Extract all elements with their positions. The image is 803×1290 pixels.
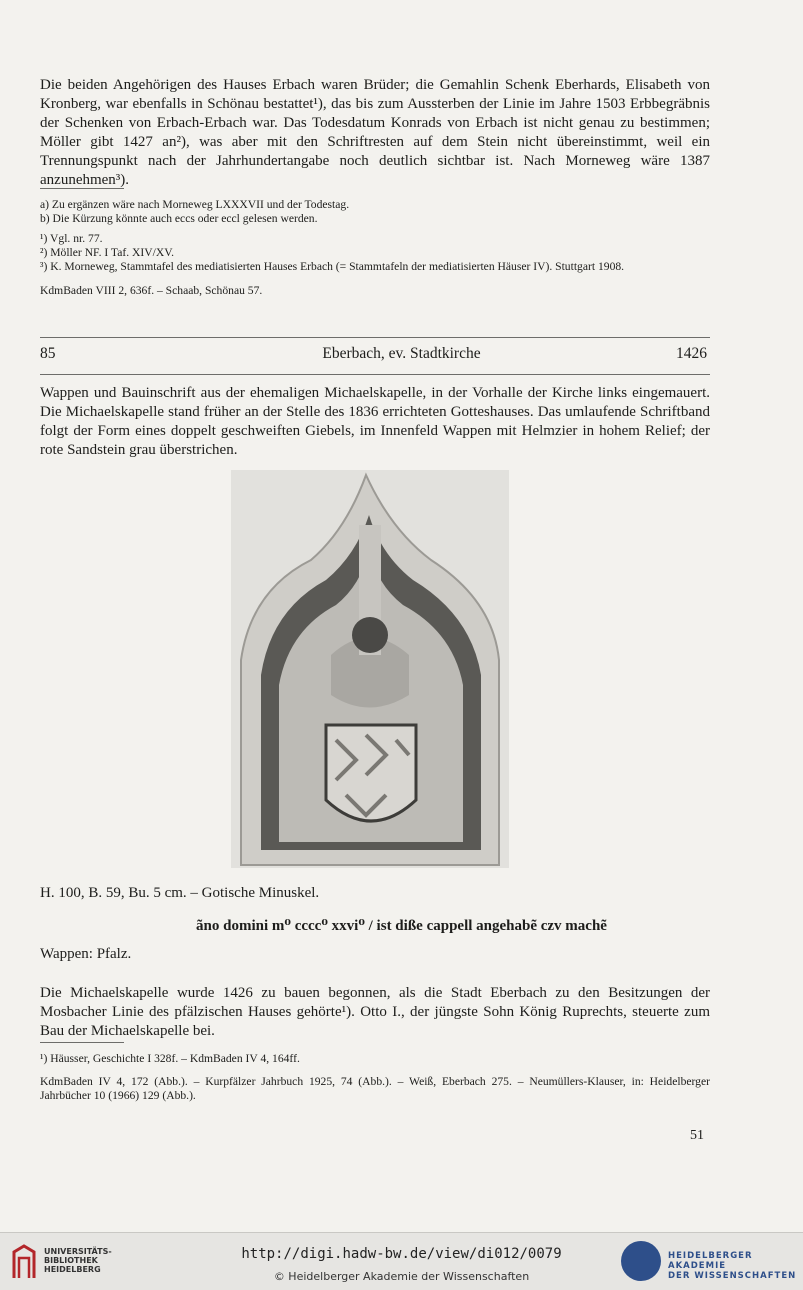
academy-line-2: DER WISSENSCHAFTEN [668, 1271, 797, 1281]
viewer-footer [0, 1232, 803, 1290]
entry-footnote: ¹) Häusser, Geschichte I 328f. – KdmBaden IV 4, 164ff. [40, 1052, 300, 1065]
note-2: ²) Möller NF. I Taf. XIV/XV. [40, 246, 174, 259]
ub-line-2: BIBLIOTHEK [44, 1256, 98, 1265]
footnote-rule [40, 188, 124, 189]
entry-measures: H. 100, B. 59, Bu. 5 cm. – Gotische Minuskel. [40, 885, 320, 901]
copyright-text: © Heidelberger Akademie der Wissenschaften [273, 1270, 530, 1283]
inscription-text: ãno domini m⁰ cccc⁰ xxvi⁰ / ist diße cappell angehabẽ czv machẽ [196, 918, 607, 934]
header-rule-bottom [40, 374, 710, 375]
entry-number: 85 [40, 345, 56, 362]
paragraph-top: Die beiden Angehörigen des Hauses Erbach waren Brüder; die Gemahlin Schenk Eberhards, Elisabeth von Kronberg, war ebenfalls in Schönau bestattet¹), das bis zum Aussterben der Linie im Jahre 1503 Erbbegräbnis der Schenken von Erbach-Erbach war. Das Todesdatum Konrads von Erbach ist nicht genau zu bestimmen; Möller gibt 1427 an²), was aber mit den Schriftresten auf dem Stein nicht übereinstimmt, weil ein Trennungspunkt nach der Jahrhundertangabe noch deutlich sichtbar ist. Nach Morneweg wäre 1387 anzunehmen³). [40, 77, 710, 188]
note-a: a) Zu ergänzen wäre nach Morneweg LXXXVII und der Todestag. [40, 198, 350, 211]
page-number: 51 [690, 1128, 704, 1143]
ub-line-1: UNIVERSITÄTS- [44, 1247, 112, 1256]
header-rule-top [40, 337, 710, 338]
note-1: ¹) Vgl. nr. 77. [40, 232, 103, 245]
entry-wappen: Wappen: Pfalz. [40, 946, 132, 962]
footnote-rule-2 [40, 1042, 124, 1043]
academy-seal-icon[interactable] [621, 1241, 661, 1281]
note-b: b) Die Kürzung könnte auch eccs oder eccl gelesen werden. [40, 212, 318, 225]
entry-literature: KdmBaden IV 4, 172 (Abb.). – Kurpfälzer Jahrbuch 1925, 74 (Abb.). – Weiß, Eberbach 275. – Neumüllers-Klauser, in: Heidelberger Jahrbücher 10 (1966) 129 (Abb.). [40, 1075, 710, 1102]
note-3: ³) K. Morneweg, Stammtafel des mediatisierten Hauses Erbach (= Stammtafeln der mediatisierten Häuser IV). Stuttgart 1908. [40, 260, 625, 273]
entry-title: Eberbach, ev. Stadtkirche [322, 345, 481, 362]
relief-photograph [231, 470, 509, 868]
academy-line-1: HEIDELBERGER AKADEMIE [668, 1251, 753, 1271]
ub-line-3: HEIDELBERG [44, 1265, 101, 1274]
entry-commentary: Die Michaelskapelle wurde 1426 zu bauen begonnen, als die Stadt Eberbach zu den Besitzungen der Mosbacher Linie des pfälzischen Hauses gehörte¹). Otto I., der jüngste Sohn König Ruprechts, steuerte zum Bau der Michaelskapelle bei. [40, 985, 710, 1039]
academy-name [668, 1251, 803, 1281]
literature-top: KdmBaden VIII 2, 636f. – Schaab, Schönau 57. [40, 284, 263, 297]
entry-description: Wappen und Bauinschrift aus der ehemaligen Michaelskapelle, in der Vorhalle der Kirche links eingemauert. Die Michaelskapelle stand früher an der Stelle des 1836 errichteten Gotteshauses. Das umlaufende Schriftband folgt der Form eines doppelt geschweiften Giebels, im Innenfeld Wappen mit Helmzier in hohem Relief; der rote Sandstein grau überstrichen. [40, 385, 710, 458]
entry-year: 1426 [676, 345, 707, 362]
page-url-link[interactable]: http://digi.hadw-bw.de/view/di012/0079 [241, 1246, 562, 1262]
